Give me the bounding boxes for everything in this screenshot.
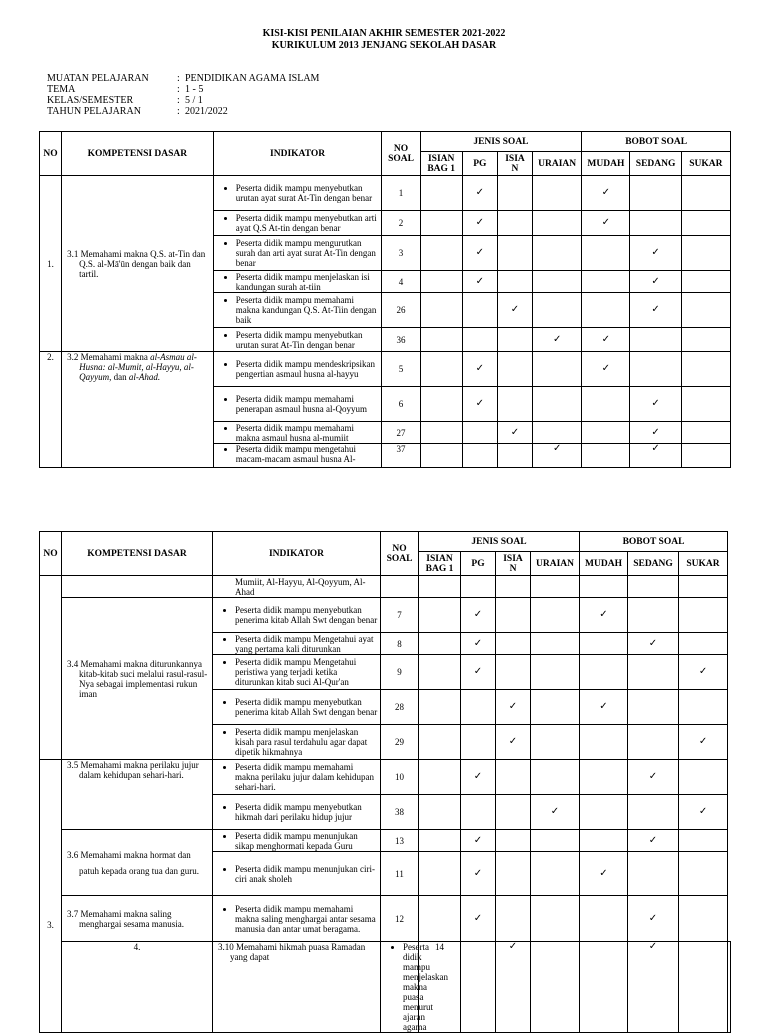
row-number: 2. — [40, 352, 62, 468]
indikator-cell: • Peserta didik mampu menyebutkan arti ayat Q.S At-tin dengan benar — [213, 211, 382, 236]
indikator-cell: • Peserta didik mampu mendeskripsikan pengertian asmaul husna al-hayyu — [213, 352, 382, 387]
kompetensi-dasar-empty — [62, 576, 213, 598]
no-soal-cell: 27 — [382, 422, 420, 444]
check-mark: ✓ — [461, 830, 496, 852]
kompetensi-dasar-3-10: 3.10 Memahami hikmah puasa Ramadan yang dapat — [213, 942, 381, 1033]
no-soal-cell: 11 — [381, 852, 419, 896]
check-mark: ✓ — [628, 942, 679, 1033]
col-header-no-soal: NO SOAL — [381, 532, 419, 576]
indikator-cell: • Peserta didik mampu menyebutkan hikmah dari perilaku hidup jujur — [213, 795, 381, 830]
check-mark: ✓ — [580, 690, 628, 725]
check-mark: ✓ — [679, 725, 728, 760]
check-mark: ✓ — [496, 942, 531, 1033]
table-row — [40, 352, 731, 387]
check-mark: ✓ — [461, 896, 496, 942]
row-number: 3. — [40, 760, 62, 1033]
meta-row-class: KELAS/SEMESTER : 5 / 1 — [47, 95, 203, 106]
check-mark: ✓ — [582, 352, 630, 387]
check-mark: ✓ — [496, 690, 531, 725]
col-header-mudah: MUDAH — [582, 152, 630, 176]
indikator-cell: • Peserta didik mampu Mengetahui ayat yang pertama kali diturunkan — [213, 633, 381, 655]
no-soal-cell: 13 — [381, 830, 419, 852]
col-header-bobot-soal: BOBOT SOAL — [582, 132, 731, 152]
col-header-pg: PG — [462, 152, 497, 176]
indikator-cell: • Peserta didik mampu menyebutkan penerima kitab Allah Swt dengan benar — [213, 690, 381, 725]
indikator-cell: Mumiit, Al-Hayyu, Al-Qoyyum, Al-Ahad — [213, 576, 381, 598]
check-mark: ✓ — [679, 655, 728, 690]
meta-row-subject: MUATAN PELAJARAN : PENDIDIKAN AGAMA ISLAM — [47, 73, 320, 84]
check-mark: ✓ — [533, 444, 582, 468]
check-mark: ✓ — [628, 760, 679, 795]
col-header-isian: ISIA N — [497, 152, 532, 176]
col-header-uraian: URAIAN — [533, 152, 582, 176]
indikator-cell: • Peserta didik mampu memahami makna perilaku jujur dalam kehidupan sehari-hari. — [213, 760, 381, 795]
check-mark: ✓ — [461, 598, 496, 633]
document-title-line1: KISI-KISI PENILAIAN AKHIR SEMESTER 2021-2022 — [262, 28, 506, 39]
col-header-sedang: SEDANG — [628, 552, 679, 576]
check-mark: ✓ — [462, 236, 497, 271]
indikator-cell: • Peserta didik mampu memahami makna kandungan Q.S. At-Tiin dengan baik — [213, 293, 382, 328]
kompetensi-dasar-3-7: 3.7 Memahami makna saling menghargai sesama manusia. — [62, 896, 213, 942]
no-soal-cell: 36 — [382, 328, 420, 352]
check-mark: ✓ — [462, 211, 497, 236]
col-header-jenis-soal: JENIS SOAL — [419, 532, 580, 552]
header-row-top — [40, 532, 731, 552]
check-mark: ✓ — [461, 760, 496, 795]
no-soal-cell: 38 — [381, 795, 419, 830]
check-mark: ✓ — [628, 830, 679, 852]
kisi-kisi-table-2 — [39, 531, 731, 1033]
col-header-isian-bag1: ISIAN BAG 1 — [420, 152, 462, 176]
table-row — [40, 942, 731, 1033]
no-soal-cell: 6 — [382, 387, 420, 422]
indikator-cell: • Peserta didik mampu memahami penerapan asmaul husna al-Qoyyum — [213, 387, 382, 422]
kompetensi-dasar-3-1: 3.1 Memahami makna Q.S. at-Tin dan Q.S. al-Mā'ūn dengan baik dan tartil. — [62, 176, 214, 352]
check-mark: ✓ — [533, 328, 582, 352]
indikator-cell: • Peserta didik mampu menyebutkan urutan ayat surat At-Tin dengan benar — [213, 176, 382, 211]
col-header-isian: ISIA N — [496, 552, 531, 576]
check-mark: ✓ — [630, 444, 681, 468]
col-header-mudah: MUDAH — [580, 552, 628, 576]
table-row — [40, 598, 731, 633]
check-mark: ✓ — [462, 176, 497, 211]
col-header-jenis-soal: JENIS SOAL — [420, 132, 582, 152]
no-soal-cell: 7 — [381, 598, 419, 633]
no-soal-cell: 12 — [381, 896, 419, 942]
check-mark: ✓ — [630, 422, 681, 444]
no-soal-cell: 3 — [382, 236, 420, 271]
indikator-cell: • Peserta didik mampu menjelaskan makna puasa menurut ajaran agama — [381, 942, 419, 1033]
meta-row-theme: TEMA : 1 - 5 — [47, 84, 204, 95]
check-mark: ✓ — [628, 633, 679, 655]
kompetensi-dasar-3-4: 3.4 Memahami makna diturunkannya kitab-kitab suci melalui rasul-rasul-Nya sebagai implementasi rukun iman — [62, 598, 213, 760]
meta-row-year: TAHUN PELAJARAN : 2021/2022 — [47, 106, 228, 117]
no-soal-cell: 26 — [382, 293, 420, 328]
check-mark: ✓ — [462, 387, 497, 422]
kompetensi-dasar-3-6: 3.6 Memahami makna hormat dan patuh kepada orang tua dan guru. — [62, 830, 213, 896]
indikator-cell: • Peserta didik mampu menunjukan sikap menghormati kepada Guru — [213, 830, 381, 852]
no-soal-cell: 9 — [381, 655, 419, 690]
check-mark: ✓ — [497, 293, 532, 328]
no-soal-cell: 1 — [382, 176, 420, 211]
indikator-cell: • Peserta didik mampu menyebutkan urutan surat At-Tin dengan benar — [213, 328, 382, 352]
indikator-cell: • Peserta didik mampu menyebutkan penerima kitab Allah Swt dengan benar — [213, 598, 381, 633]
indikator-cell: • Peserta didik mampu Mengetahui peristiwa yang terjadi ketika diturunkan kitab suci Al-Qur'an — [213, 655, 381, 690]
document-title-line2: KURIKULUM 2013 JENJANG SEKOLAH DASAR — [271, 40, 497, 51]
header-row-top — [40, 132, 731, 152]
check-mark: ✓ — [462, 352, 497, 387]
col-header-no: NO — [40, 132, 62, 176]
col-header-isian-bag1: ISIAN BAG 1 — [419, 552, 461, 576]
col-header-no-soal: NO SOAL — [382, 132, 420, 176]
col-header-kompetensi: KOMPETENSI DASAR — [62, 132, 214, 176]
no-soal-cell: 37 — [382, 444, 420, 468]
col-header-sukar: SUKAR — [679, 552, 728, 576]
check-mark: ✓ — [679, 795, 728, 830]
indikator-cell: • Peserta didik mampu mengetahui macam-macam asmaul husna Al- — [213, 444, 382, 468]
no-soal-cell: 14 — [419, 942, 461, 1033]
table-row — [40, 760, 731, 795]
kompetensi-dasar-3-2: 3.2 Memahami makna al-Asmau al-Husna: al-Mumit, al-Hayyu, al- Qayyum, dan al-Ahad. — [62, 352, 214, 468]
col-header-pg: PG — [461, 552, 496, 576]
no-soal-cell: 10 — [381, 760, 419, 795]
indikator-cell: • Peserta didik mampu menunjukan ciri-ciri anak sholeh — [213, 852, 381, 896]
table-row — [40, 576, 731, 598]
check-mark: ✓ — [582, 211, 630, 236]
indikator-cell: • Peserta didik mampu mengurutkan surah dan arti ayat surat At-Tin dengan benar — [213, 236, 382, 271]
no-soal-cell: 8 — [381, 633, 419, 655]
col-header-sukar: SUKAR — [681, 152, 730, 176]
col-header-bobot-soal: BOBOT SOAL — [580, 532, 728, 552]
check-mark: ✓ — [630, 293, 681, 328]
col-header-indikator: INDIKATOR — [213, 132, 382, 176]
col-header-sedang: SEDANG — [630, 152, 681, 176]
col-header-indikator: INDIKATOR — [213, 532, 381, 576]
no-soal-cell: 28 — [381, 690, 419, 725]
indikator-cell: • Peserta didik mampu menjelaskan kisah para rasul terdahulu agar dapat dipetik hikmahnya — [213, 725, 381, 760]
check-mark: ✓ — [582, 328, 630, 352]
check-mark: ✓ — [630, 236, 681, 271]
check-mark: ✓ — [531, 795, 580, 830]
no-soal-cell: 5 — [382, 352, 420, 387]
col-header-kompetensi: KOMPETENSI DASAR — [62, 532, 213, 576]
kisi-kisi-table-1 — [39, 131, 731, 468]
no-soal-cell: 29 — [381, 725, 419, 760]
check-mark: ✓ — [628, 896, 679, 942]
check-mark: ✓ — [630, 271, 681, 293]
no-soal-cell: 4 — [382, 271, 420, 293]
check-mark: ✓ — [580, 852, 628, 896]
col-header-no: NO — [40, 532, 62, 576]
col-header-uraian: URAIAN — [531, 552, 580, 576]
table-row — [40, 896, 731, 942]
check-mark: ✓ — [580, 598, 628, 633]
check-mark: ✓ — [461, 633, 496, 655]
check-mark: ✓ — [630, 387, 681, 422]
meta-block — [47, 73, 319, 117]
check-mark: ✓ — [461, 852, 496, 896]
check-mark: ✓ — [461, 655, 496, 690]
indikator-cell: • Peserta didik mampu menjelaskan isi kandungan surah at-tiin — [213, 271, 382, 293]
row-number-empty — [40, 576, 62, 760]
row-number: 4. — [62, 942, 213, 1033]
check-mark: ✓ — [462, 271, 497, 293]
check-mark: ✓ — [497, 422, 532, 444]
check-mark: ✓ — [582, 176, 630, 211]
table-row — [40, 830, 731, 852]
table-row — [40, 176, 731, 211]
indikator-cell: • Peserta didik mampu memahami makna asmaul husna al-mumiit — [213, 422, 382, 444]
no-soal-cell: 2 — [382, 211, 420, 236]
row-number: 1. — [40, 176, 62, 352]
check-mark: ✓ — [496, 725, 531, 760]
indikator-cell: • Peserta didik mampu memahami makna saling menghargai antar sesama manusia dan antar umat beragama. — [213, 896, 381, 942]
kompetensi-dasar-3-5: 3.5 Memahami makna perilaku jujur dalam kehidupan sehari-hari. — [62, 760, 213, 830]
